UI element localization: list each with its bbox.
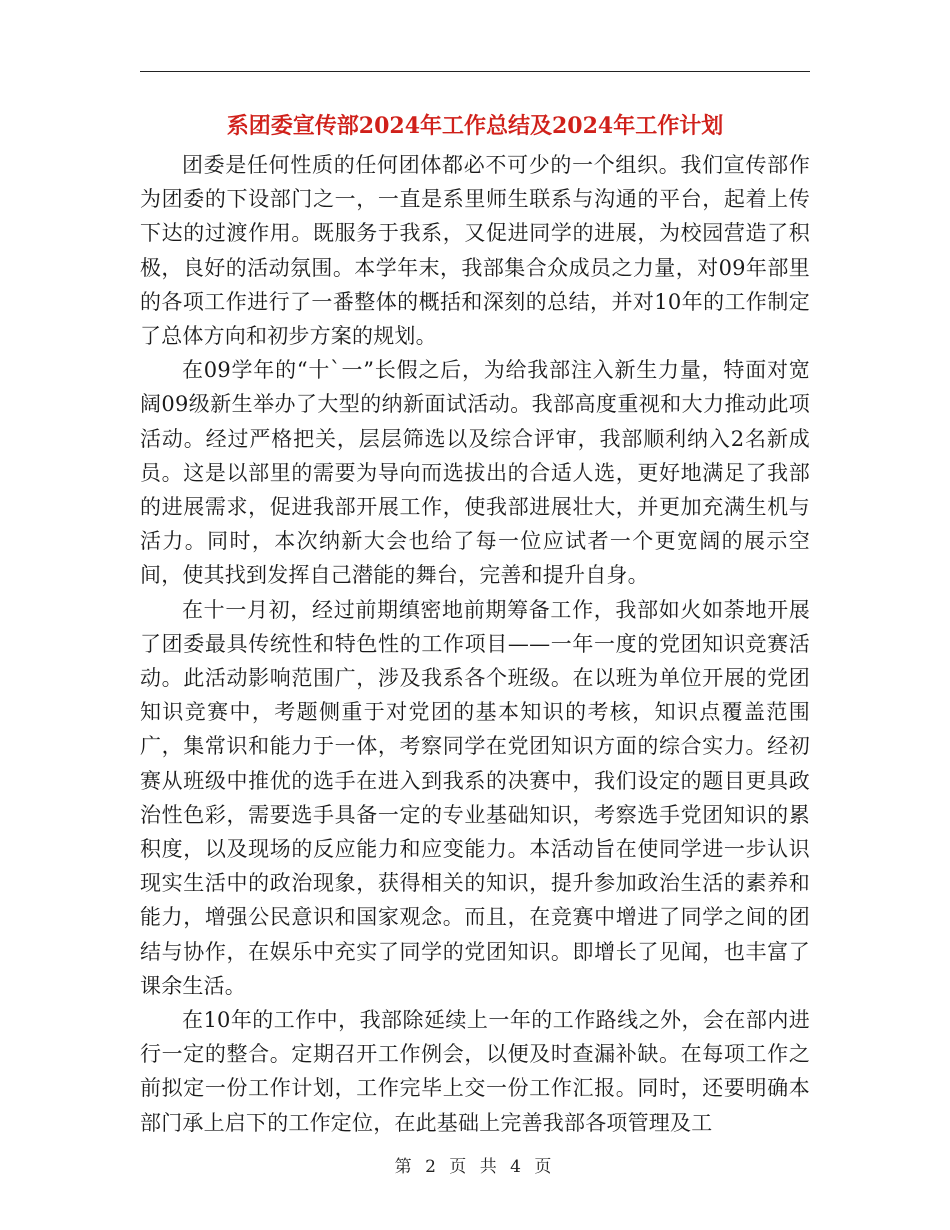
header-rule: [140, 71, 810, 72]
paragraph-next-year-plan: 在10年的工作中，我部除延续上一年的工作路线之外，会在部内进行一定的整合。定期召开工作例会，以便及时查漏补缺。在每项工作之前拟定一份工作计划，工作完毕上交一份工作汇报。同时，还要明确本部门承上启下的工作定位，在此基础上完善我部各项管理及工: [140, 1008, 810, 1135]
page-footer: 第 2 页 共 4 页: [394, 1157, 556, 1177]
paragraph-recruitment: 在09学年的“十`一”长假之后，为给我部注入新生力量，特面对宽阔09级新生举办了大型的纳新面试活动。我部高度重视和大力推动此项活动。经过严格把关，层层筛选以及综合评审，我部顺利纳入2名新成员。这是以部里的需要为导向而选拔出的合适人选，更好地满足了我部的进展需求，促进我部开展工作，使我部进展壮大，并更加充满生机与活力。同时，本次纳新大会也给了每一位应试者一个更宽阔的展示空间，使其找到发挥自己潜能的舞台，完善和提升自身。: [140, 358, 810, 588]
document-body: [140, 148, 810, 1140]
document-title: 系团委宣传部2024年工作总结及2024年工作计划: [226, 113, 724, 139]
paragraph-knowledge-contest: 在十一月初，经过前期缜密地前期筹备工作，我部如火如荼地开展了团委最具传统性和特色性的工作项目——一年一度的党团知识竞赛活动。此活动影响范围广，涉及我系各个班级。在以班为单位开展的党团知识竞赛中，考题侧重于对党团的基本知识的考核，知识点覆盖范围广，集常识和能力于一体，考察同学在党团知识方面的综合实力。经初赛从班级中推优的选手在进入到我系的决赛中，我们设定的题目更具政治性色彩，需要选手具备一定的专业基础知识，考察选手党团知识的累积度，以及现场的反应能力和应变能力。本活动旨在使同学进一步认识现实生活中的政治现象，获得相关的知识，提升参加政治生活的素养和能力，增强公民意识和国家观念。而且，在竞赛中增进了同学之间的团结与协作，在娱乐中充实了同学的党团知识。即增长了见闻，也丰富了课余生活。: [140, 597, 810, 998]
paragraph-intro: 团委是任何性质的任何团体都必不可少的一个组织。我们宣传部作为团委的下设部门之一，一直是系里师生联系与沟通的平台，起着上传下达的过渡作用。既服务于我系，又促进同学的进展，为校园营造了积极，良好的活动氛围。本学年末，我部集合众成员之力量，对09年部里的各项工作进行了一番整体的概括和深刻的总结，并对10年的工作制定了总体方向和初步方案的规划。: [140, 153, 810, 349]
